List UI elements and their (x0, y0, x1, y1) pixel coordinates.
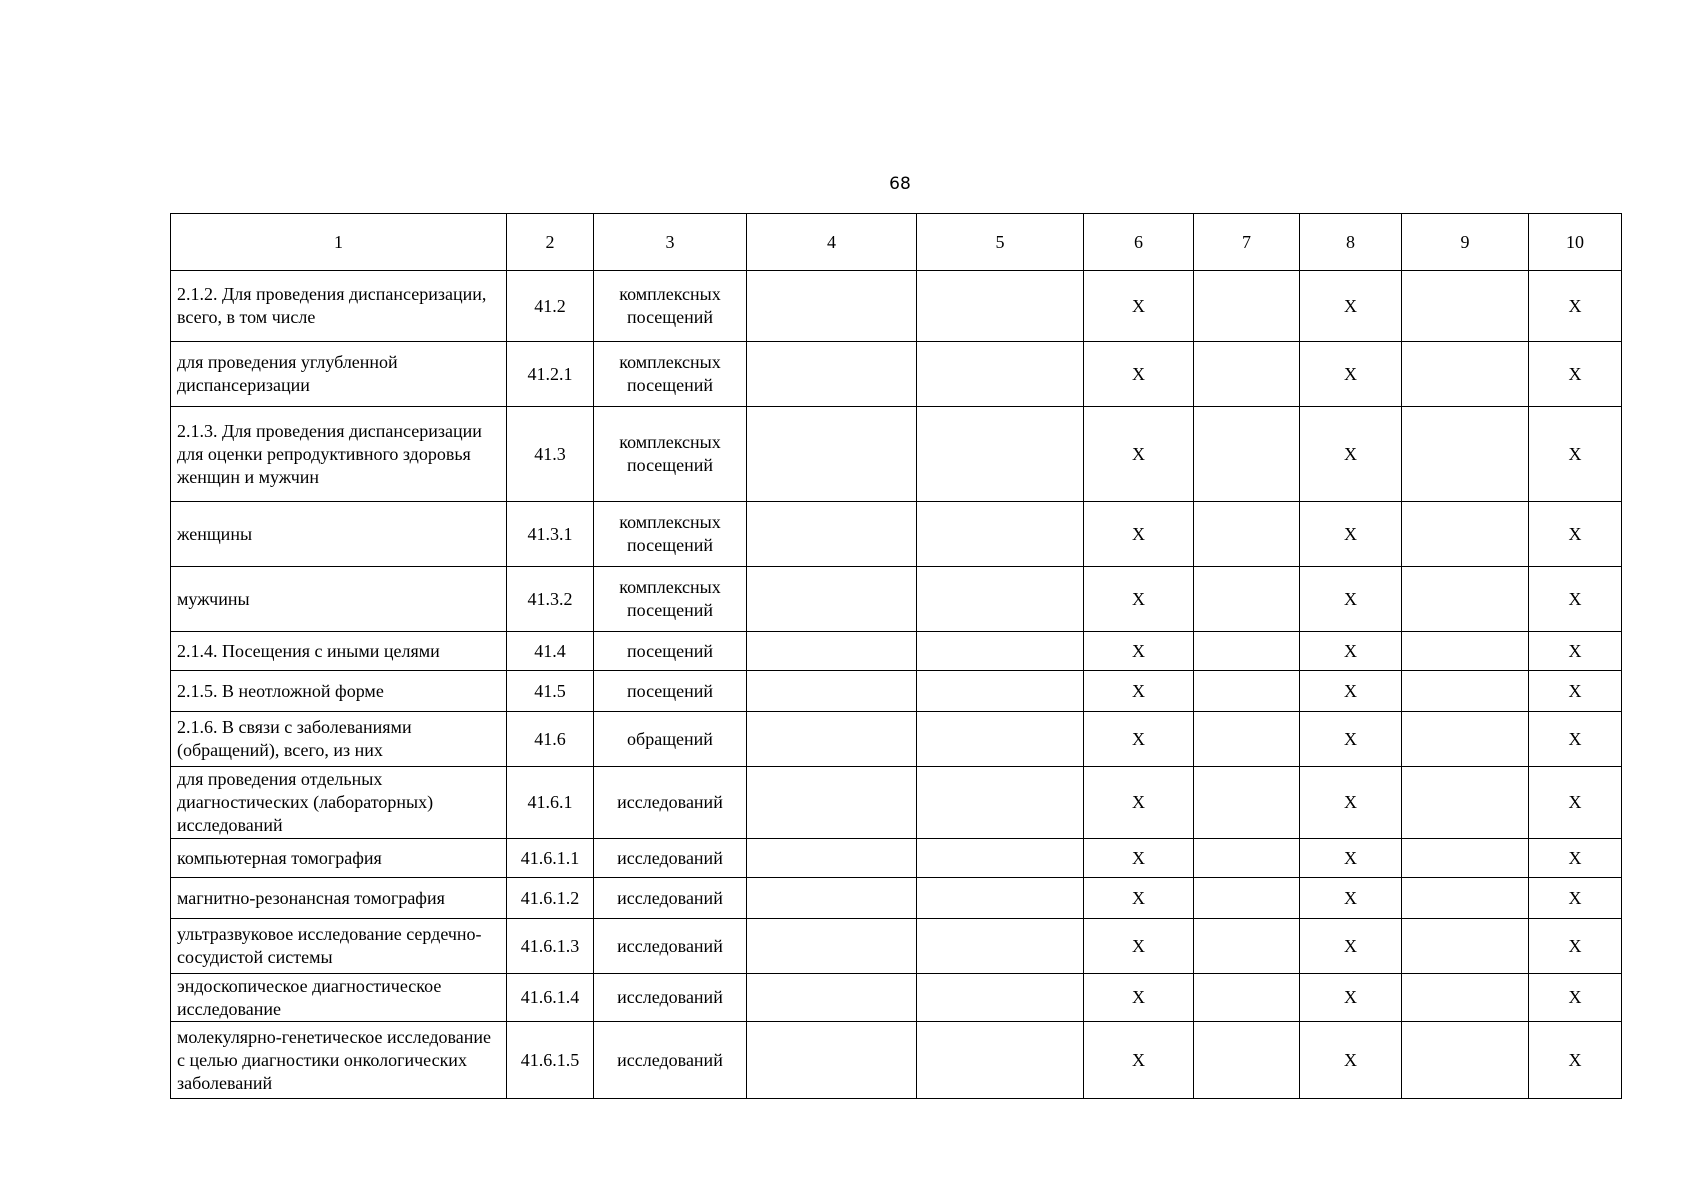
col6-cell: X (1084, 271, 1194, 342)
col6-cell: X (1084, 878, 1194, 919)
col5-cell (917, 342, 1084, 407)
col5-cell (917, 632, 1084, 671)
col8-cell: X (1300, 271, 1402, 342)
column-number-cell: 6 (1084, 214, 1194, 271)
row-name-cell: молекулярно-генетическое исследование с целью диагностики онкологических заболеваний (171, 1022, 507, 1099)
col9-cell (1402, 407, 1529, 502)
col10-cell: X (1529, 671, 1622, 712)
col9-cell (1402, 919, 1529, 974)
col10-cell: X (1529, 919, 1622, 974)
col9-cell (1402, 271, 1529, 342)
col4-cell (747, 919, 917, 974)
col10-cell: X (1529, 767, 1622, 839)
col4-cell (747, 671, 917, 712)
row-code-cell: 41.6 (507, 712, 594, 767)
row-name-cell: женщины (171, 502, 507, 567)
col7-cell (1194, 671, 1300, 712)
row-code-cell: 41.6.1.3 (507, 919, 594, 974)
row-unit-cell: исследований (594, 839, 747, 878)
row-code-cell: 41.3.2 (507, 567, 594, 632)
col7-cell (1194, 502, 1300, 567)
column-number-cell: 7 (1194, 214, 1300, 271)
col9-cell (1402, 878, 1529, 919)
col7-cell (1194, 271, 1300, 342)
table-row (171, 974, 1622, 1022)
col9-cell (1402, 567, 1529, 632)
col4-cell (747, 271, 917, 342)
row-unit-cell: комплексных посещений (594, 407, 747, 502)
col10-cell: X (1529, 502, 1622, 567)
col10-cell: X (1529, 632, 1622, 671)
row-code-cell: 41.6.1.1 (507, 839, 594, 878)
col8-cell: X (1300, 671, 1402, 712)
row-name-cell: магнитно-резонансная томография (171, 878, 507, 919)
row-unit-cell: исследований (594, 878, 747, 919)
row-name-cell: эндоскопическое диагностическое исследование (171, 974, 507, 1022)
col5-cell (917, 919, 1084, 974)
col4-cell (747, 502, 917, 567)
col5-cell (917, 974, 1084, 1022)
row-name-cell: 2.1.3. Для проведения диспансеризации для оценки репродуктивного здоровья женщин и мужчин (171, 407, 507, 502)
col10-cell: X (1529, 878, 1622, 919)
row-name-cell: для проведения отдельных диагностических (лабораторных) исследований (171, 767, 507, 839)
col9-cell (1402, 974, 1529, 1022)
column-number-row (171, 214, 1622, 271)
col7-cell (1194, 407, 1300, 502)
column-number-cell: 9 (1402, 214, 1529, 271)
col6-cell: X (1084, 839, 1194, 878)
col6-cell: X (1084, 1022, 1194, 1099)
col9-cell (1402, 502, 1529, 567)
table-row (171, 712, 1622, 767)
col10-cell: X (1529, 839, 1622, 878)
col10-cell: X (1529, 567, 1622, 632)
row-code-cell: 41.3.1 (507, 502, 594, 567)
col5-cell (917, 1022, 1084, 1099)
col9-cell (1402, 632, 1529, 671)
col9-cell (1402, 671, 1529, 712)
col9-cell (1402, 839, 1529, 878)
col4-cell (747, 407, 917, 502)
col5-cell (917, 767, 1084, 839)
col8-cell: X (1300, 767, 1402, 839)
row-code-cell: 41.6.1.4 (507, 974, 594, 1022)
table-row (171, 767, 1622, 839)
table-row (171, 671, 1622, 712)
data-table (170, 213, 1622, 1099)
col6-cell: X (1084, 712, 1194, 767)
row-unit-cell: исследований (594, 974, 747, 1022)
col6-cell: X (1084, 567, 1194, 632)
table-row (171, 1022, 1622, 1099)
col4-cell (747, 878, 917, 919)
col8-cell: X (1300, 342, 1402, 407)
col4-cell (747, 632, 917, 671)
col8-cell: X (1300, 974, 1402, 1022)
col7-cell (1194, 767, 1300, 839)
page-number: 68 (889, 174, 911, 194)
table-row (171, 502, 1622, 567)
row-name-cell: для проведения углубленной диспансеризации (171, 342, 507, 407)
col7-cell (1194, 839, 1300, 878)
col5-cell (917, 502, 1084, 567)
col4-cell (747, 1022, 917, 1099)
col6-cell: X (1084, 342, 1194, 407)
col8-cell: X (1300, 1022, 1402, 1099)
row-name-cell: ультразвуковое исследование сердечно-сосудистой системы (171, 919, 507, 974)
row-code-cell: 41.4 (507, 632, 594, 671)
row-code-cell: 41.3 (507, 407, 594, 502)
row-unit-cell: комплексных посещений (594, 567, 747, 632)
col10-cell: X (1529, 1022, 1622, 1099)
col7-cell (1194, 974, 1300, 1022)
col6-cell: X (1084, 407, 1194, 502)
row-code-cell: 41.6.1 (507, 767, 594, 839)
col8-cell: X (1300, 502, 1402, 567)
col8-cell: X (1300, 839, 1402, 878)
row-unit-cell: исследований (594, 767, 747, 839)
col9-cell (1402, 342, 1529, 407)
col6-cell: X (1084, 632, 1194, 671)
col8-cell: X (1300, 567, 1402, 632)
col8-cell: X (1300, 407, 1402, 502)
row-unit-cell: посещений (594, 671, 747, 712)
column-number-cell: 10 (1529, 214, 1622, 271)
col9-cell (1402, 712, 1529, 767)
col7-cell (1194, 567, 1300, 632)
col4-cell (747, 974, 917, 1022)
table-row (171, 919, 1622, 974)
col10-cell: X (1529, 342, 1622, 407)
col4-cell (747, 767, 917, 839)
col7-cell (1194, 1022, 1300, 1099)
col5-cell (917, 839, 1084, 878)
row-name-cell: 2.1.2. Для проведения диспансеризации, всего, в том числе (171, 271, 507, 342)
row-code-cell: 41.2 (507, 271, 594, 342)
col7-cell (1194, 878, 1300, 919)
col10-cell: X (1529, 407, 1622, 502)
row-name-cell: 2.1.4. Посещения с иными целями (171, 632, 507, 671)
column-number-cell: 8 (1300, 214, 1402, 271)
table-row (171, 271, 1622, 342)
table-row (171, 632, 1622, 671)
row-code-cell: 41.5 (507, 671, 594, 712)
row-unit-cell: исследований (594, 1022, 747, 1099)
table-row (171, 567, 1622, 632)
row-name-cell: 2.1.6. В связи с заболеваниями (обращений), всего, из них (171, 712, 507, 767)
row-unit-cell: комплексных посещений (594, 502, 747, 567)
col6-cell: X (1084, 974, 1194, 1022)
row-name-cell: 2.1.5. В неотложной форме (171, 671, 507, 712)
column-number-cell: 1 (171, 214, 507, 271)
column-number-cell: 2 (507, 214, 594, 271)
column-number-cell: 3 (594, 214, 747, 271)
col7-cell (1194, 919, 1300, 974)
row-code-cell: 41.6.1.2 (507, 878, 594, 919)
row-unit-cell: обращений (594, 712, 747, 767)
table-body (171, 214, 1622, 1099)
col6-cell: X (1084, 767, 1194, 839)
col8-cell: X (1300, 919, 1402, 974)
col9-cell (1402, 1022, 1529, 1099)
col5-cell (917, 671, 1084, 712)
col5-cell (917, 271, 1084, 342)
table-row (171, 342, 1622, 407)
table-row (171, 839, 1622, 878)
col7-cell (1194, 632, 1300, 671)
column-number-cell: 5 (917, 214, 1084, 271)
col4-cell (747, 712, 917, 767)
row-unit-cell: комплексных посещений (594, 342, 747, 407)
row-code-cell: 41.6.1.5 (507, 1022, 594, 1099)
col10-cell: X (1529, 271, 1622, 342)
col7-cell (1194, 712, 1300, 767)
table-row (171, 878, 1622, 919)
col4-cell (747, 839, 917, 878)
col9-cell (1402, 767, 1529, 839)
col7-cell (1194, 342, 1300, 407)
col10-cell: X (1529, 974, 1622, 1022)
row-unit-cell: посещений (594, 632, 747, 671)
col10-cell: X (1529, 712, 1622, 767)
table-row (171, 407, 1622, 502)
col5-cell (917, 878, 1084, 919)
col8-cell: X (1300, 878, 1402, 919)
col4-cell (747, 567, 917, 632)
col8-cell: X (1300, 632, 1402, 671)
column-number-cell: 4 (747, 214, 917, 271)
col4-cell (747, 342, 917, 407)
col8-cell: X (1300, 712, 1402, 767)
col5-cell (917, 567, 1084, 632)
row-code-cell: 41.2.1 (507, 342, 594, 407)
col5-cell (917, 712, 1084, 767)
col6-cell: X (1084, 671, 1194, 712)
row-name-cell: компьютерная томография (171, 839, 507, 878)
row-unit-cell: комплексных посещений (594, 271, 747, 342)
col6-cell: X (1084, 502, 1194, 567)
col6-cell: X (1084, 919, 1194, 974)
row-unit-cell: исследований (594, 919, 747, 974)
col5-cell (917, 407, 1084, 502)
row-name-cell: мужчины (171, 567, 507, 632)
